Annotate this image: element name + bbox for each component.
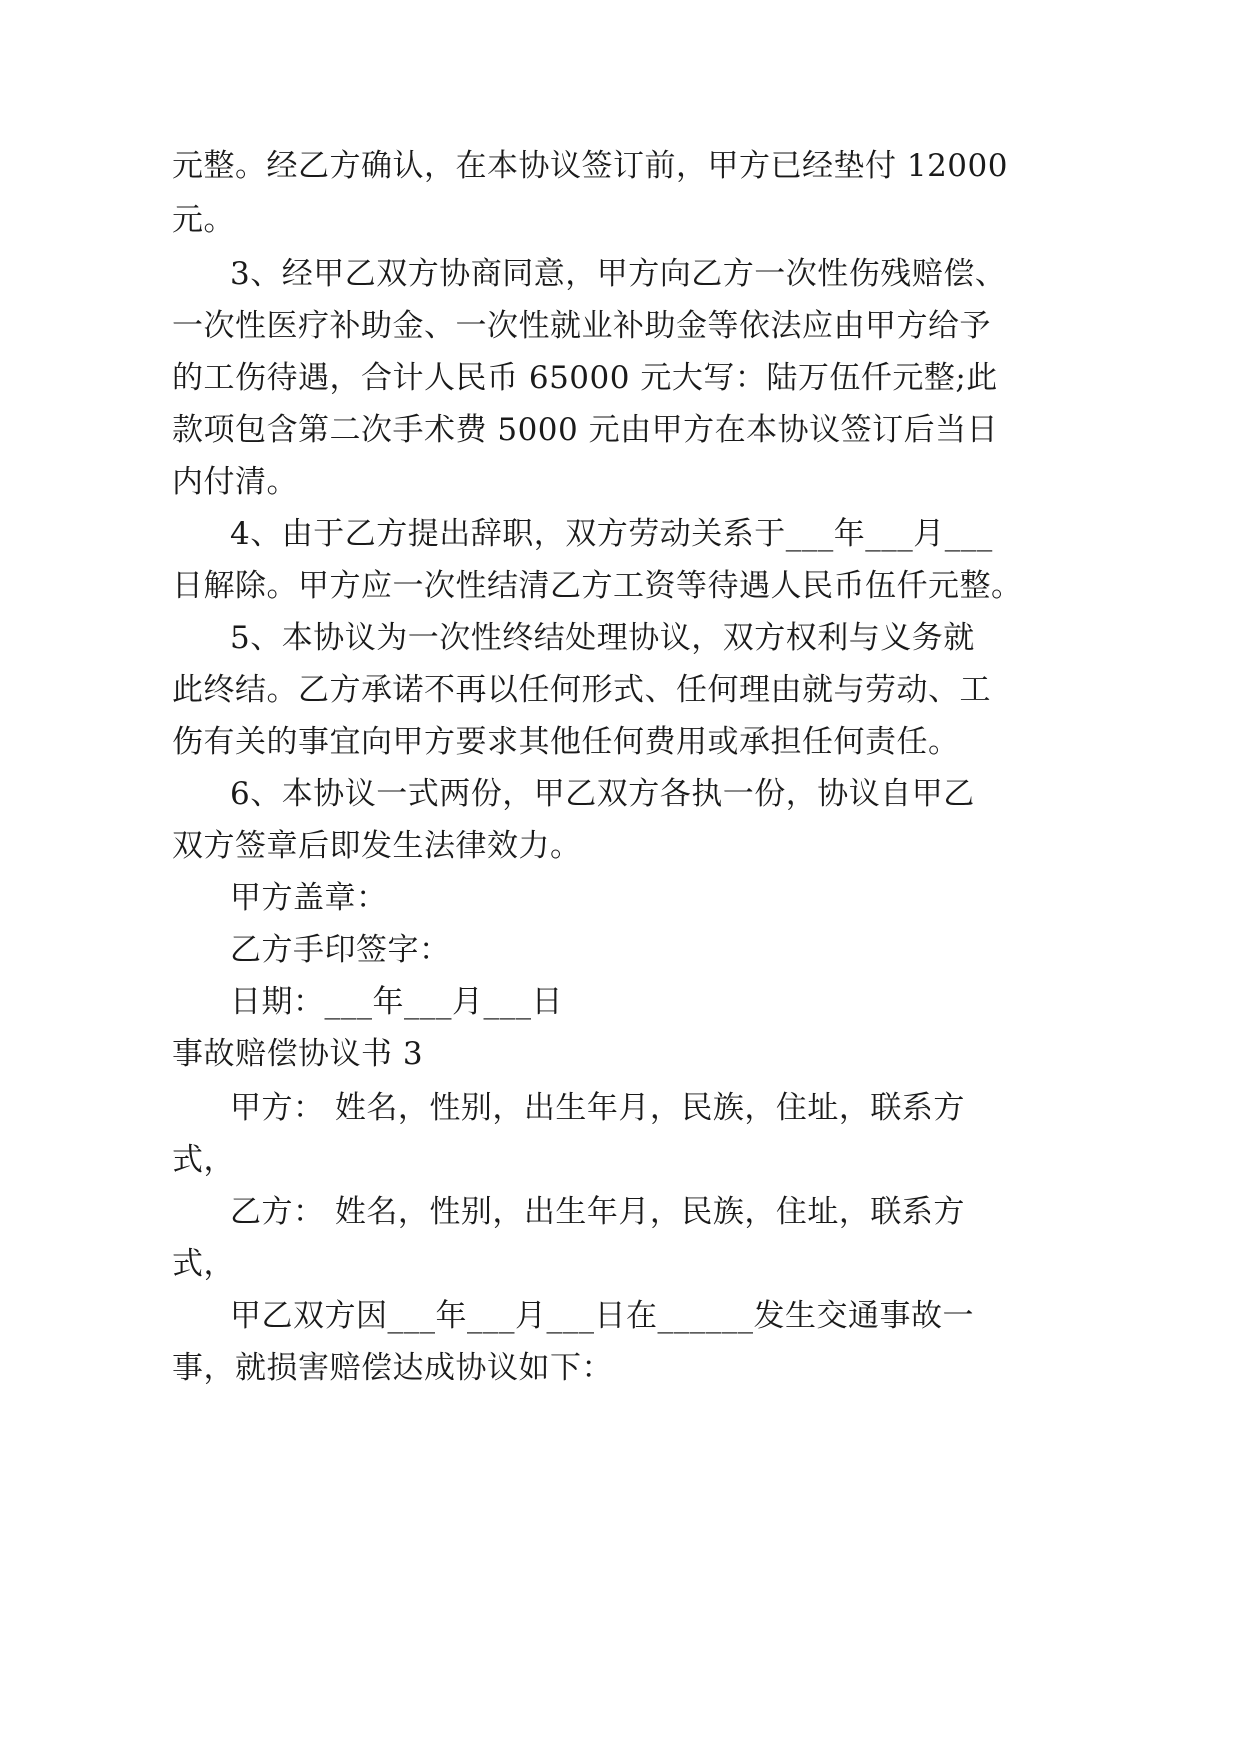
text-line: 式， [172,1142,235,1178]
section-title: 事故赔偿协议书 3 [172,1036,424,1072]
text-line: 6、本协议一式两份，甲乙双方各执一份，协议自甲乙 [230,776,975,812]
text-line: 一次性医疗补助金、一次性就业补助金等依法应由甲方给予 [172,308,991,344]
text-line: 内付清。 [172,464,298,500]
text-line: 日解除。甲方应一次性结清乙方工资等待遇人民币伍仟元整。 [172,568,1023,604]
text-line: 款项包含第二次手术费 5000 元由甲方在本协议签订后当日 [172,412,999,448]
text-line: 事，就损害赔偿达成协议如下： [172,1350,613,1386]
text-line: 甲方： 姓名，性别，出生年月，民族，住址，联系方 [230,1090,965,1126]
signature-label-party-a: 甲方盖章： [230,880,388,916]
text-line: 元整。经乙方确认，在本协议签订前，甲方已经垫付 12000 [172,148,1008,184]
text-line: 双方签章后即发生法律效力。 [172,828,582,864]
text-line: 乙方： 姓名，性别，出生年月，民族，住址，联系方 [230,1194,965,1230]
text-line: 元。 [172,202,235,238]
text-line: 的工伤待遇，合计人民币 65000 元大写：陆万伍仟元整;此 [172,360,998,396]
text-line: 式， [172,1246,235,1282]
text-line: 4、由于乙方提出辞职，双方劳动关系于___年___月___ [230,516,993,552]
signature-label-party-b: 乙方手印签字： [230,932,451,968]
text-line: 3、经甲乙双方协商同意，甲方向乙方一次性伤残赔偿、 [230,256,1007,292]
text-line: 此终结。乙方承诺不再以任何形式、任何理由就与劳动、工 [172,672,991,708]
date-line: 日期：___年___月___日 [230,984,563,1020]
text-line: 伤有关的事宜向甲方要求其他任何费用或承担任何责任。 [172,724,960,760]
text-line: 5、本协议为一次性终结处理协议，双方权利与义务就 [230,620,975,656]
text-line: 甲乙双方因___年___月___日在______发生交通事故一 [230,1298,974,1334]
